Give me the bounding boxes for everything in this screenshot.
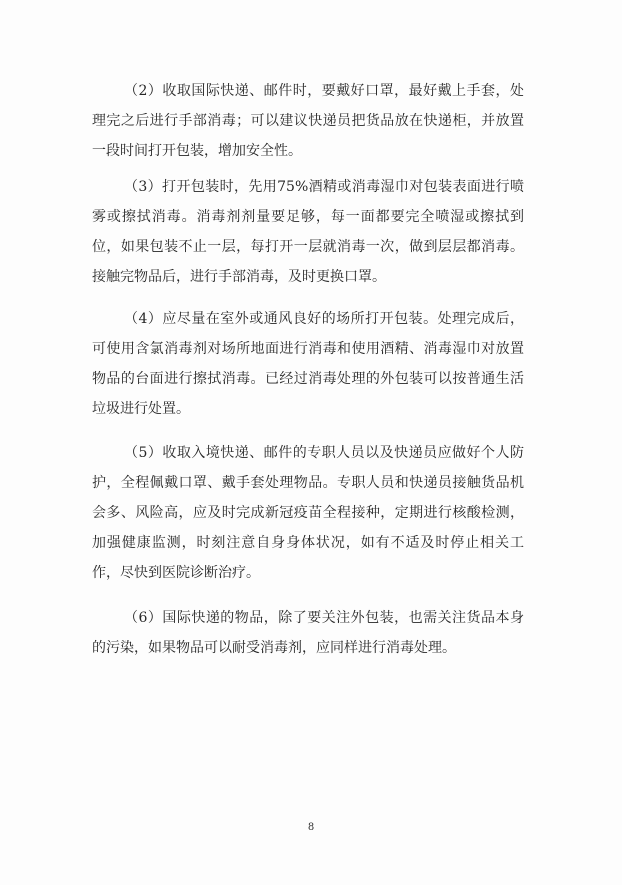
paragraph-item-3: （3）打开包装时，先用75%酒精或消毒湿巾对包装表面进行喷雾或擦拭消毒。消毒剂剂量要足够，每一面都要完全喷湿或擦拭到位，如果包装不止一层，每打开一层就消毒一次，做到层层都消毒。接触完物品后，进行手部消毒，及时更换口罩。 (92, 179, 524, 285)
paragraph-item-5: （5）收取入境快递、邮件的专职人员以及快递员应做好个人防护，全程佩戴口罩、戴手套处理物品。专职人员和快递员接触货品机会多、风险高，应及时完成新冠疫苗全程接种，定期进行核酸检测，加强健康监测，时刻注意自身身体状况，如有不适及时停止相关工作，尽快到医院诊断治疗。 (92, 445, 524, 581)
paragraph-item-6: （6）国际快递的物品，除了要关注外包装，也需关注货品本身的污染，如果物品可以耐受消毒剂，应同样进行消毒处理。 (92, 610, 524, 656)
page-number: 8 (307, 822, 315, 833)
paragraph-item-2: （2）收取国际快递、邮件时，要戴好口罩，最好戴上手套，处理完之后进行手部消毒；可以建议快递员把货品放在快递柜，并放置一段时间打开包装，增加安全性。 (92, 83, 524, 159)
paragraph-item-4: （4）应尽量在室外或通风良好的场所打开包装。处理完成后，可使用含氯消毒剂对场所地面进行消毒和使用酒精、消毒湿巾对放置物品的台面进行擦拭消毒。已经过消毒处理的外包装可以按普通生活垃圾进行处置。 (92, 311, 524, 417)
